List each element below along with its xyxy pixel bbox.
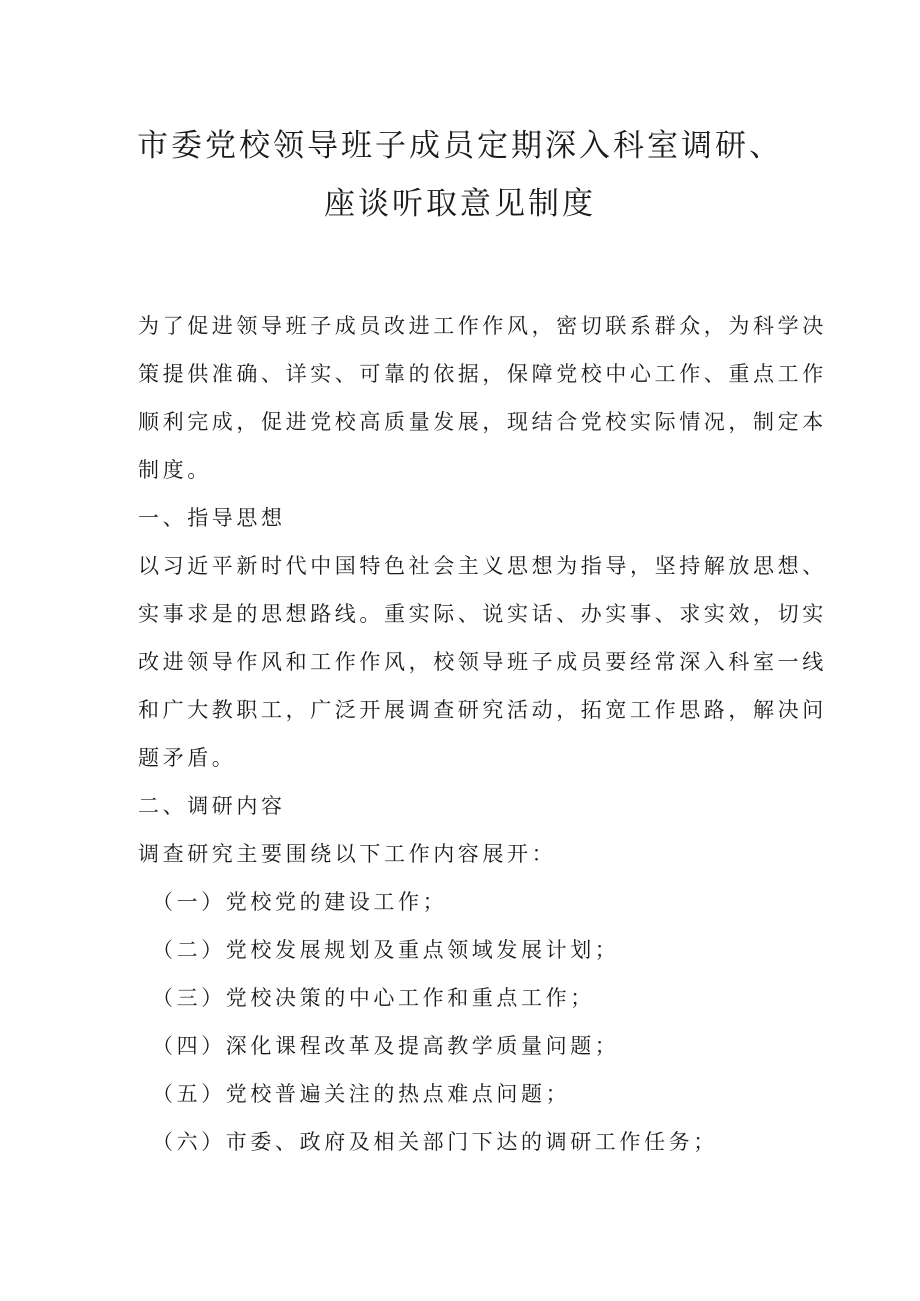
list-item: （五）党校普遍关注的热点难点问题； [152,1082,571,1106]
document-body [138,302,827,1166]
body-line: 为了促进领导班子成员改进工作作风，密切联系群众，为科学决 [138,314,827,338]
body-line: 实事求是的思想路线。重实际、说实话、办实事、求实效，切实 [138,602,827,626]
document-title-line-2: 座谈听取意见制度 [324,186,596,222]
document-title-line-1: 市委党校领导班子成员定期深入科室调研、 [137,128,783,164]
list-item: （二）党校发展规划及重点领域发展计划； [152,938,620,962]
list-item: （三）党校决策的中心工作和重点工作； [152,986,595,1010]
list-item: （一）党校党的建设工作； [152,890,448,914]
body-line: 顺利完成，促进党校高质量发展，现结合党校实际情况，制定本 [138,410,827,434]
body-line: 改进领导作风和工作作风，校领导班子成员要经常深入科室一线 [138,650,827,674]
section-heading-guiding-thought: 一、指导思想 [138,506,286,530]
list-item: （六）市委、政府及相关部门下达的调研工作任务； [152,1130,718,1154]
body-line: 制度。 [138,458,212,482]
body-line: 和广大教职工，广泛开展调查研究活动，拓宽工作思路，解决问 [138,698,827,722]
body-line: 题矛盾。 [138,746,237,770]
list-item: （四）深化课程改革及提高教学质量问题； [152,1034,620,1058]
section-heading-research-content: 二、调研内容 [138,794,286,818]
body-line: 以习近平新时代中国特色社会主义思想为指导，坚持解放思想、 [138,554,827,578]
body-line: 策提供准确、详实、可靠的依据，保障党校中心工作、重点工作 [138,362,827,386]
body-line: 调查研究主要围绕以下工作内容展开： [138,842,557,866]
